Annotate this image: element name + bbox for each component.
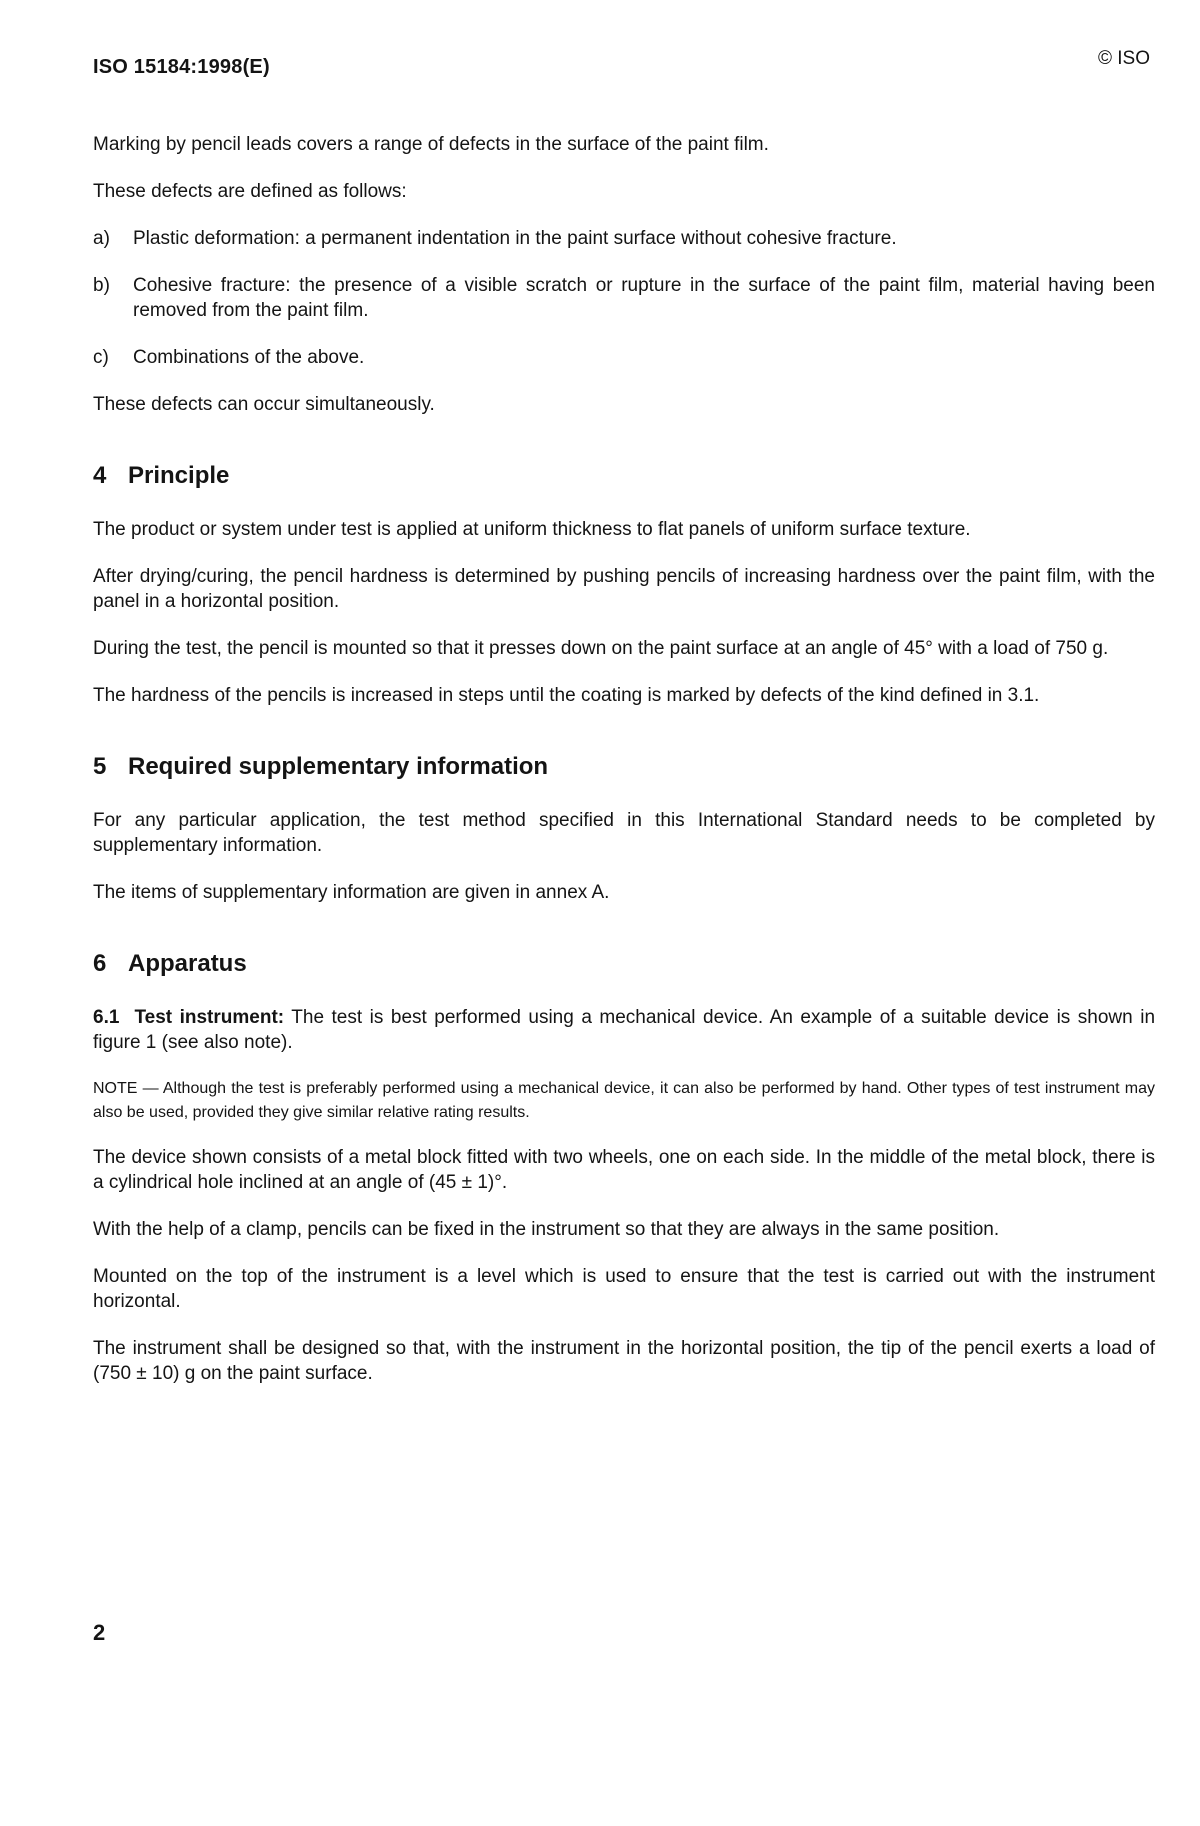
note: NOTE — Although the test is preferably performed using a mechanical device, it can also be performed by hand. Other types of test instrument may also be used, provided they give similar relative rating results. <box>93 1080 1155 1121</box>
document-id: ISO 15184:1998(E) <box>93 56 270 78</box>
body-paragraph: The instrument shall be designed so that, with the instrument in the horizontal position, the tip of the pencil exerts a load of (750 ± 10) g on the paint surface. <box>93 1338 1155 1384</box>
subclause-text: The test is best performed using a mechanical device. An example of a suitable device is shown in figure 1 (see also note). <box>93 1007 1156 1053</box>
list-item-text: Plastic deformation: a permanent indentation in the paint surface without cohesive fracture. <box>133 228 897 249</box>
section-title: Required supplementary information <box>128 753 549 780</box>
subclause-title: Test instrument: <box>134 1007 285 1028</box>
section-number: 6 <box>93 950 107 977</box>
intro-paragraph: These defects are defined as follows: <box>93 181 407 202</box>
section-heading-apparatus <box>93 949 1155 979</box>
body-paragraph: During the test, the pencil is mounted so that it presses down on the paint surface at an angle of 45° with a load of 750 g. <box>93 638 1109 659</box>
page-content <box>93 132 1155 1408</box>
body-paragraph: For any particular application, the test method specified in this International Standard needs to be completed by supplementary information. <box>93 810 1155 856</box>
body-paragraph: Mounted on the top of the instrument is a level which is used to ensure that the test is carried out with the instrument horizontal. <box>93 1266 1155 1312</box>
body-paragraph: The hardness of the pencils is increased in steps until the coating is marked by defects of the kind defined in 3.1. <box>93 685 1040 706</box>
list-marker: a) <box>93 228 110 249</box>
intro-paragraph: Marking by pencil leads covers a range of defects in the surface of the paint film. <box>93 134 769 155</box>
intro-paragraph: These defects can occur simultaneously. <box>93 394 435 415</box>
body-paragraph: After drying/curing, the pencil hardness is determined by pushing pencils of increasing hardness over the paint film, with the panel in a horizontal position. <box>93 566 1155 612</box>
section-heading-principle <box>93 461 1155 491</box>
subclause-paragraph <box>93 1005 1155 1055</box>
section-number: 4 <box>93 462 107 489</box>
list-item <box>93 273 1155 323</box>
list-item-text: Cohesive fracture: the presence of a visible scratch or rupture in the surface of the paint film, material having been removed from the paint film. <box>133 275 1155 321</box>
section-title: Principle <box>128 462 230 489</box>
subclause-number: 6.1 <box>93 1007 120 1028</box>
section-heading-supplementary <box>93 752 1155 782</box>
section-title: Apparatus <box>128 950 247 977</box>
body-paragraph: The device shown consists of a metal block fitted with two wheels, one on each side. In the middle of the metal block, there is a cylindrical hole inclined at an angle of (45 ± 1)°. <box>93 1147 1155 1193</box>
list-marker: c) <box>93 347 109 368</box>
list-item <box>93 345 1155 370</box>
body-paragraph: The product or system under test is applied at uniform thickness to flat panels of uniform surface texture. <box>93 519 971 540</box>
body-paragraph: The items of supplementary information are given in annex A. <box>93 882 610 903</box>
list-item <box>93 226 1155 251</box>
copyright-mark: © ISO <box>1097 48 1150 69</box>
page-number: 2 <box>93 1620 106 1645</box>
section-number: 5 <box>93 753 107 780</box>
list-item-text: Combinations of the above. <box>133 347 365 368</box>
list-marker: b) <box>93 275 110 296</box>
body-paragraph: With the help of a clamp, pencils can be fixed in the instrument so that they are always in the same position. <box>93 1219 1000 1240</box>
defects-list <box>93 226 1155 370</box>
